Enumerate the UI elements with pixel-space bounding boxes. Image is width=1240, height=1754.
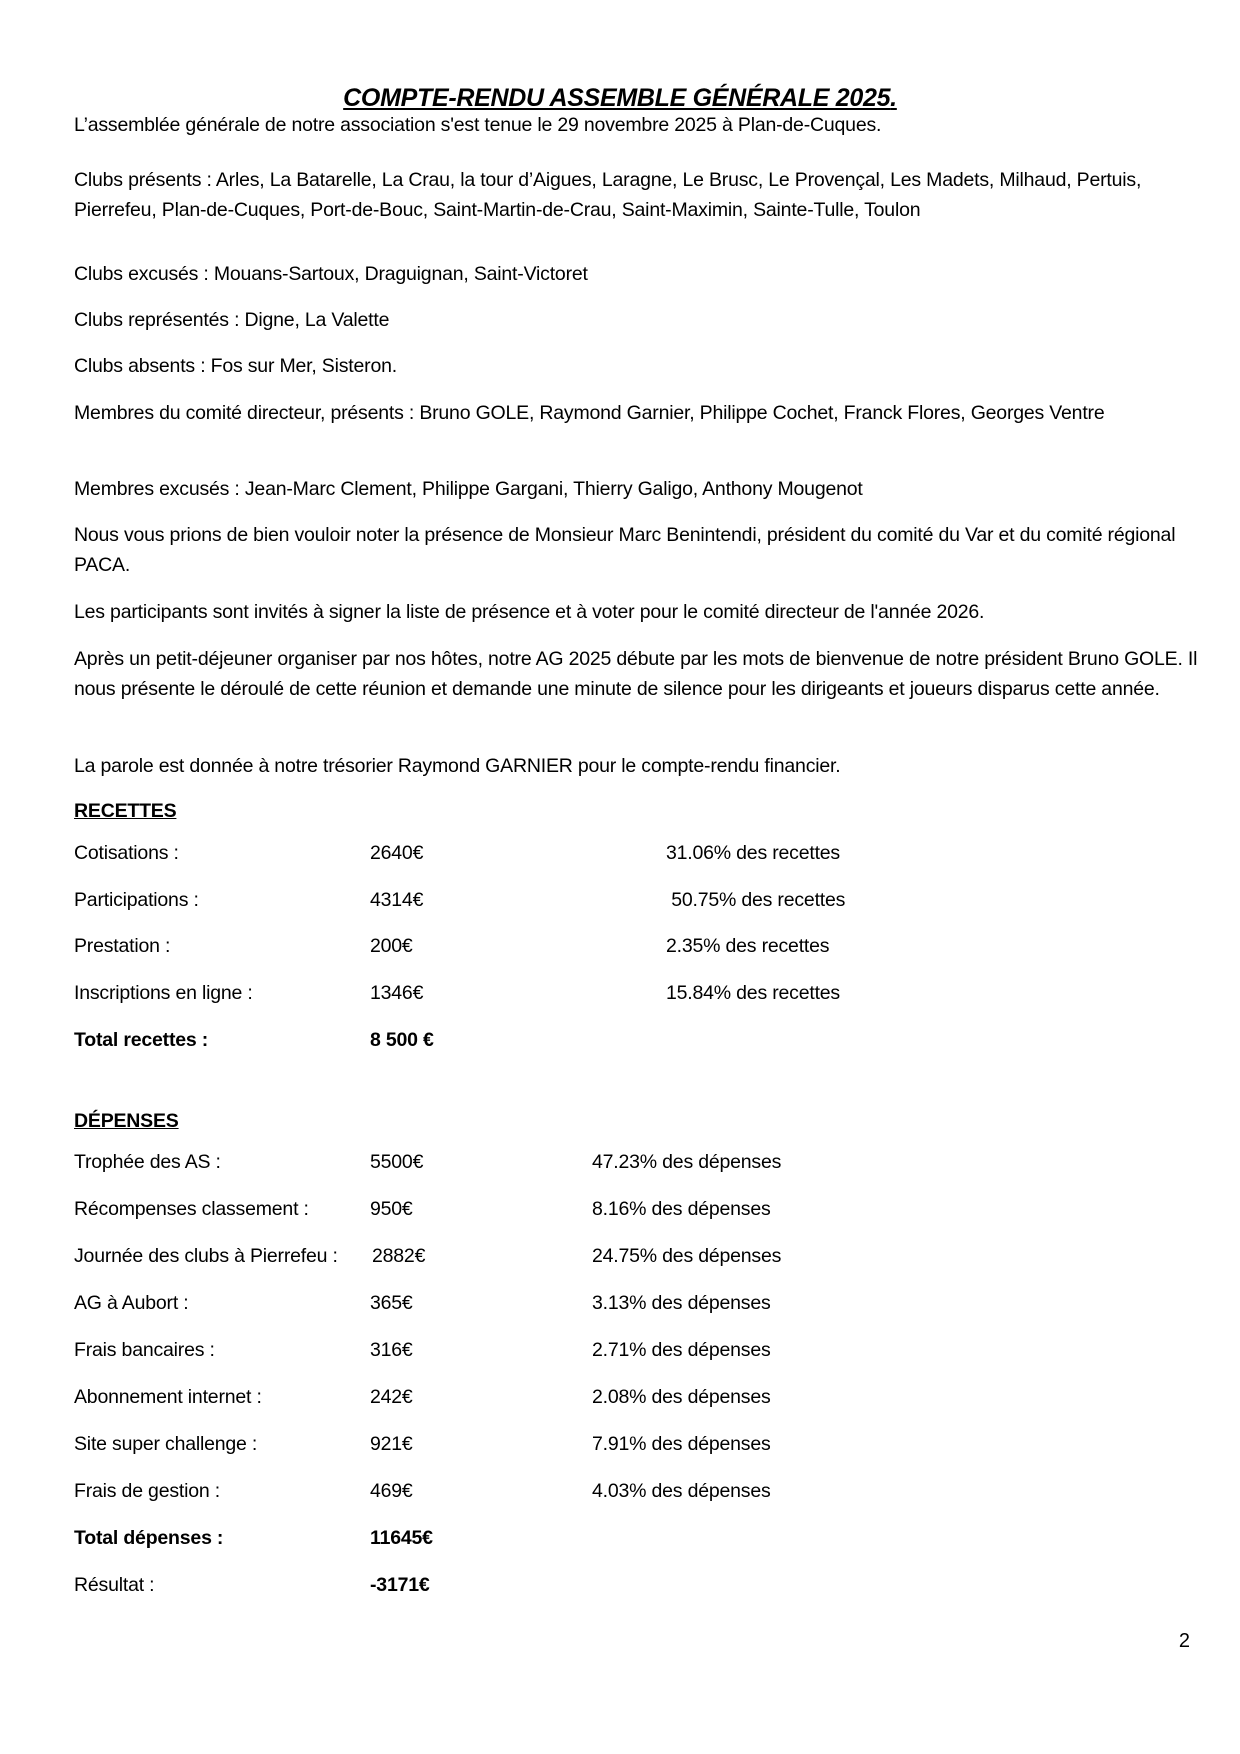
recettes-label: Inscriptions en ligne :	[74, 982, 253, 1004]
depenses-total-label: Total dépenses :	[74, 1527, 224, 1549]
depenses-percent: 2.08% des dépenses	[592, 1386, 771, 1408]
recettes-amount: 1346€	[370, 982, 424, 1004]
recettes-percent: 15.84% des recettes	[666, 982, 840, 1004]
recettes-amount: 200€	[370, 935, 413, 957]
depenses-amount: 365€	[370, 1292, 413, 1314]
recettes-row	[74, 978, 1174, 1008]
recettes-heading: RECETTES	[74, 800, 177, 822]
depenses-row	[74, 1335, 1174, 1365]
page-title	[0, 84, 1240, 113]
recettes-label: Prestation :	[74, 935, 171, 957]
depenses-label: Trophée des AS :	[74, 1151, 221, 1173]
recettes-total-label: Total recettes :	[74, 1029, 209, 1051]
depenses-label: Récompenses classement :	[74, 1198, 309, 1220]
depenses-percent: 7.91% des dépenses	[592, 1433, 771, 1455]
depenses-heading: DÉPENSES	[74, 1110, 179, 1132]
depenses-amount: 242€	[370, 1386, 413, 1408]
paragraph-presence-benintendi: Nous vous prions de bien vouloir noter la présence de Monsieur Marc Benintendi, président du comité du Var et du comité régional PACA.	[74, 524, 1176, 576]
depenses-row	[74, 1288, 1174, 1318]
depenses-label: Journée des clubs à Pierrefeu :	[74, 1245, 338, 1267]
depenses-row	[74, 1476, 1174, 1506]
depenses-row	[74, 1429, 1174, 1459]
depenses-percent: 3.13% des dépenses	[592, 1292, 771, 1314]
recettes-amount: 4314€	[370, 889, 424, 911]
paragraph-clubs-representes: Clubs représentés : Digne, La Valette	[74, 309, 390, 331]
recettes-total-amount: 8 500 €	[370, 1029, 434, 1051]
depenses-row	[74, 1147, 1174, 1177]
resultat-label: Résultat :	[74, 1574, 155, 1596]
depenses-percent: 24.75% des dépenses	[592, 1245, 782, 1267]
depenses-row	[74, 1194, 1174, 1224]
depenses-label: Frais bancaires :	[74, 1339, 215, 1361]
title-text: COMPTE-RENDU ASSEMBLE GÉNÉRALE 2025	[343, 84, 891, 112]
recettes-percent: 31.06% des recettes	[666, 842, 840, 864]
depenses-amount: 921€	[370, 1433, 413, 1455]
depenses-row	[74, 1241, 1174, 1271]
paragraph-membres-presents: Membres du comité directeur, présents : Bruno GOLE, Raymond Garnier, Philippe Cochet, Franck Flores, Georges Ventre	[74, 402, 1105, 424]
depenses-total-amount: 11645€	[370, 1527, 433, 1549]
title-suffix: .	[890, 84, 897, 112]
depenses-label: Abonnement internet :	[74, 1386, 262, 1408]
depenses-percent: 47.23% des dépenses	[592, 1151, 782, 1173]
resultat-row	[74, 1570, 1174, 1600]
depenses-amount: 316€	[370, 1339, 413, 1361]
depenses-amount: 5500€	[370, 1151, 424, 1173]
paragraph-participants: Les participants sont invités à signer la liste de présence et à voter pour le comité directeur de l'année 2026.	[74, 601, 985, 623]
recettes-row	[74, 931, 1174, 961]
depenses-percent: 4.03% des dépenses	[592, 1480, 771, 1502]
depenses-label: Frais de gestion :	[74, 1480, 220, 1502]
depenses-amount: 2882€	[372, 1245, 426, 1267]
recettes-row	[74, 885, 1174, 915]
recettes-row	[74, 838, 1174, 868]
paragraph-petit-dejeuner: Après un petit-déjeuner organiser par nos hôtes, notre AG 2025 débute par les mots de bienvenue de notre président Bruno GOLE. Il nous présente le déroulé de cette réunion et demande une minute de silence pour les dirigeants et joueurs disparus cette année.	[74, 648, 1198, 700]
recettes-percent: 50.75% des recettes	[666, 889, 846, 911]
paragraph-clubs-absents: Clubs absents : Fos sur Mer, Sisteron.	[74, 355, 397, 377]
paragraph-membres-excuses: Membres excusés : Jean-Marc Clement, Philippe Gargani, Thierry Galigo, Anthony Mougenot	[74, 478, 863, 500]
depenses-label: Site super challenge :	[74, 1433, 258, 1455]
recettes-label: Cotisations :	[74, 842, 179, 864]
depenses-label: AG à Aubort :	[74, 1292, 189, 1314]
paragraph-intro: L’assemblée générale de notre association s'est tenue le 29 novembre 2025 à Plan-de-Cuques.	[74, 114, 882, 136]
page-number: 2	[1178, 1630, 1190, 1652]
recettes-amount: 2640€	[370, 842, 424, 864]
recettes-label: Participations :	[74, 889, 199, 911]
depenses-total-row	[74, 1523, 1174, 1553]
recettes-total-row	[74, 1025, 1174, 1055]
paragraph-clubs-excuses: Clubs excusés : Mouans-Sartoux, Draguignan, Saint-Victoret	[74, 263, 588, 285]
depenses-percent: 8.16% des dépenses	[592, 1198, 771, 1220]
depenses-percent: 2.71% des dépenses	[592, 1339, 771, 1361]
depenses-amount: 950€	[370, 1198, 413, 1220]
resultat-amount: -3171€	[370, 1574, 430, 1596]
recettes-percent: 2.35% des recettes	[666, 935, 830, 957]
depenses-amount: 469€	[370, 1480, 413, 1502]
paragraph-tresorier: La parole est donnée à notre trésorier Raymond GARNIER pour le compte-rendu financier.	[74, 755, 841, 777]
paragraph-clubs-presents: Clubs présents : Arles, La Batarelle, La Crau, la tour d’Aigues, Laragne, Le Brusc, Le Provençal, Les Madets, Milhaud, Pertuis, Pierrefeu, Plan-de-Cuques, Port-de-Bouc, Saint-Martin-de-Crau, Saint-Maximin, Sainte-Tulle, Toulon	[74, 169, 1142, 221]
depenses-row	[74, 1382, 1174, 1412]
